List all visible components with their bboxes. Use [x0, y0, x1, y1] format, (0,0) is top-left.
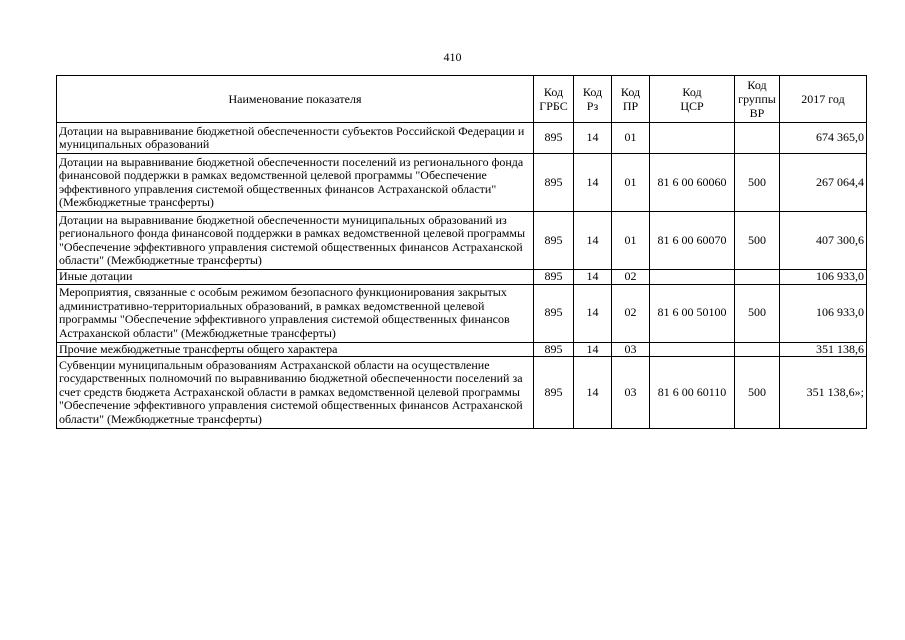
- header-name: Наименование показателя: [57, 76, 534, 123]
- row-grbs: 895: [534, 212, 574, 270]
- row-pr: 01: [612, 212, 650, 270]
- row-rz: 14: [574, 357, 612, 429]
- row-rz: 14: [574, 123, 612, 154]
- row-name: Субвенции муниципальным образованиям Астраханской области на осуществление государственных полномочий по выравниванию бюджетной обеспеченности поселений за счет средств бюджета Астраханской области в рамках ведомственной целевой программы "Обеспечение эффективного управления системой общественных финансов Астраханской области" (Межбюджетные трансферты): [57, 357, 534, 429]
- header-csr: Код ЦСР: [650, 76, 735, 123]
- header-vr: Код группы ВР: [735, 76, 780, 123]
- row-csr: 81 6 00 60060: [650, 154, 735, 212]
- row-name: Дотации на выравнивание бюджетной обеспеченности поселений из регионального фонда финансовой поддержки в рамках ведомственной целевой программы "Обеспечение эффективного управления системой общественных финансов Астраханской области" (Межбюджетные трансферты): [57, 154, 534, 212]
- row-vr: [735, 270, 780, 285]
- row-rz: 14: [574, 284, 612, 342]
- table-row: [57, 284, 867, 342]
- table-row: [57, 270, 867, 285]
- row-name: Мероприятия, связанные с особым режимом безопасного функционирования закрытых административно-территориальных образований, в рамках ведомственной целевой программы "Обеспечение эффективного управления системой общественных финансов Астраханской области" (Межбюджетные трансферты): [57, 284, 534, 342]
- row-csr: [650, 342, 735, 357]
- row-csr: [650, 123, 735, 154]
- row-rz: 14: [574, 212, 612, 270]
- table-row: [57, 357, 867, 429]
- row-name: Дотации на выравнивание бюджетной обеспеченности муниципальных образований из регионального фонда финансовой поддержки в рамках ведомственной целевой программы "Обеспечение эффективного управления системой общественных финансов Астраханской области" (Межбюджетные трансферты): [57, 212, 534, 270]
- row-vr: 500: [735, 284, 780, 342]
- page-number: 410: [443, 50, 462, 64]
- row-csr: 81 6 00 50100: [650, 284, 735, 342]
- row-rz: 14: [574, 342, 612, 357]
- row-grbs: 895: [534, 342, 574, 357]
- row-amount: 407 300,6: [780, 212, 867, 270]
- row-amount: 267 064,4: [780, 154, 867, 212]
- row-amount: 351 138,6: [780, 342, 867, 357]
- header-grbs: Код ГРБС: [534, 76, 574, 123]
- header-rz: Код Рз: [574, 76, 612, 123]
- row-pr: 02: [612, 270, 650, 285]
- row-pr: 03: [612, 357, 650, 429]
- row-vr: 500: [735, 212, 780, 270]
- row-vr: 500: [735, 357, 780, 429]
- row-grbs: 895: [534, 154, 574, 212]
- row-csr: [650, 270, 735, 285]
- row-amount: 674 365,0: [780, 123, 867, 154]
- row-rz: 14: [574, 270, 612, 285]
- row-name: Дотации на выравнивание бюджетной обеспеченности субъектов Российской Федерации и муниципальных образований: [57, 123, 534, 154]
- row-grbs: 895: [534, 123, 574, 154]
- row-name: Иные дотации: [57, 270, 534, 285]
- row-pr: 01: [612, 123, 650, 154]
- row-name: Прочие межбюджетные трансферты общего характера: [57, 342, 534, 357]
- row-grbs: 895: [534, 270, 574, 285]
- row-vr: 500: [735, 154, 780, 212]
- table-header-row: [57, 76, 867, 123]
- table-row: [57, 342, 867, 357]
- header-pr: Код ПР: [612, 76, 650, 123]
- table-row: [57, 123, 867, 154]
- header-year: 2017 год: [780, 76, 867, 123]
- row-rz: 14: [574, 154, 612, 212]
- row-pr: 01: [612, 154, 650, 212]
- table-row: [57, 154, 867, 212]
- row-amount: 106 933,0: [780, 270, 867, 285]
- table-row: [57, 212, 867, 270]
- row-vr: [735, 342, 780, 357]
- row-csr: 81 6 00 60110: [650, 357, 735, 429]
- row-pr: 03: [612, 342, 650, 357]
- row-grbs: 895: [534, 357, 574, 429]
- row-csr: 81 6 00 60070: [650, 212, 735, 270]
- row-grbs: 895: [534, 284, 574, 342]
- budget-table: [56, 75, 867, 429]
- row-amount: 351 138,6»;: [780, 357, 867, 429]
- row-amount: 106 933,0: [780, 284, 867, 342]
- row-vr: [735, 123, 780, 154]
- row-pr: 02: [612, 284, 650, 342]
